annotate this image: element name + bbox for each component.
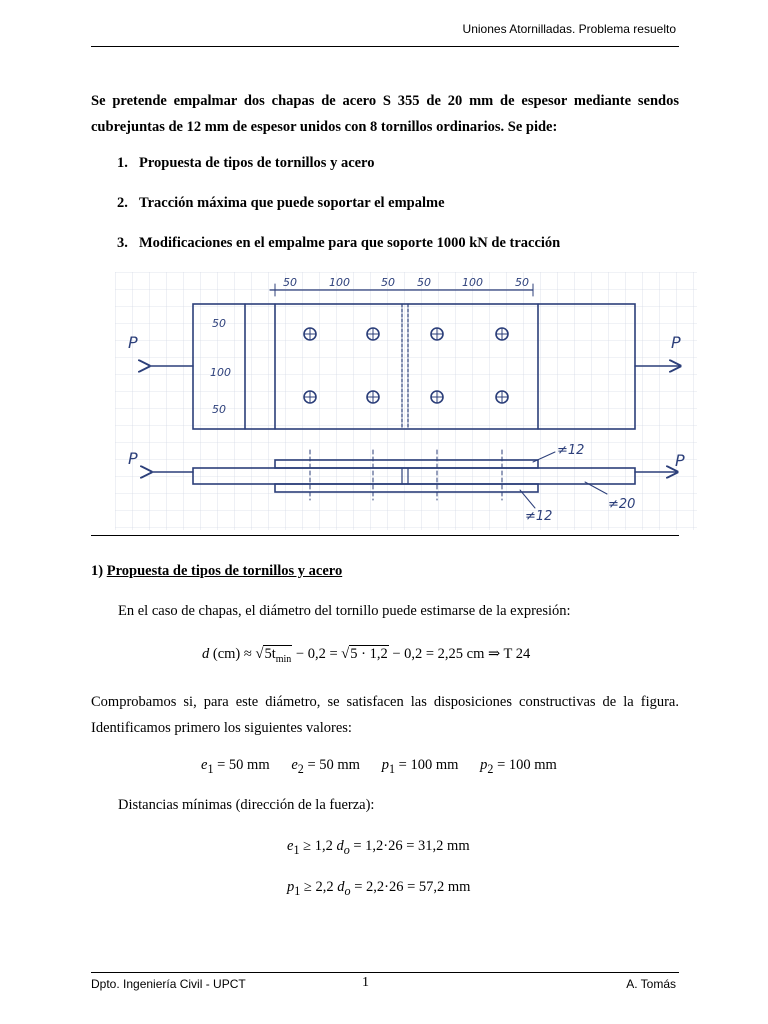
top-dim-label: 100 — [462, 276, 483, 289]
requirement-text: Propuesta de tipos de tornillos y acero — [139, 155, 375, 171]
side-dim-label: 50 — [212, 403, 226, 416]
footer-rule — [91, 972, 679, 973]
radicand: 5 · 1,2 — [350, 646, 388, 662]
requirement-number: 2. — [117, 195, 128, 211]
force-label-left: P — [128, 333, 138, 352]
header-rule — [91, 46, 679, 47]
value-p1: $p_1 = 100$ mm — [381, 757, 459, 776]
side-dim-label: 100 — [210, 366, 231, 379]
footer-department: Dpto. Ingeniería Civil - UPCT — [91, 977, 246, 991]
top-dim-label: 100 — [329, 276, 350, 289]
equation-e1: $e_1 \ge 1,2$ $d_o = 1,2\cdot 26 = 31,2$ mm — [287, 838, 470, 857]
value-e2: $e_2 = 50$ mm — [291, 757, 360, 776]
section-number: 1) — [91, 563, 104, 579]
cover-thickness-label: ≠12 — [557, 443, 585, 458]
eq-unit: (cm) ≈ — [212, 646, 252, 662]
requirement-text: Tracción máxima que puede soportar el empalme — [139, 195, 445, 211]
plate-thickness-label: ≠20 — [608, 497, 636, 512]
top-dim-label: 50 — [515, 276, 529, 289]
paragraph-min-distances: Distancias mínimas (dirección de la fuerza): — [118, 797, 375, 813]
section-heading — [91, 563, 342, 580]
header-title: Uniones Atornilladas. Problema resuelto — [462, 22, 676, 36]
values-line — [201, 757, 557, 777]
sqrt-symbol: √ — [255, 646, 264, 662]
eq-symbol: d — [202, 646, 210, 662]
top-dim-label: 50 — [417, 276, 431, 289]
cover-thickness-label-bottom: ≠12 — [525, 509, 553, 524]
top-dim-label: 50 — [381, 276, 395, 289]
requirement-number: 1. — [117, 155, 128, 171]
value-p2: $p_2 = 100$ mm — [480, 757, 557, 776]
requirement-3 — [117, 235, 560, 252]
paragraph-check: Comprobamos si, para este diámetro, se satisfacen las disposiciones constructivas de la figura. Identificamos primero los siguientes valores: — [91, 694, 679, 736]
page-number: 1 — [362, 975, 369, 990]
problem-statement: Se pretende empalmar dos chapas de acero S 355 de 20 mm de espesor mediante sendos cubrejuntas de 12 mm de espesor unidos con 8 tornillos ordinarios. Se pide: — [91, 93, 679, 135]
eq-result: − 0,2 = 2,25 cm ⇒ T 24 — [392, 646, 531, 662]
requirement-1 — [117, 155, 374, 172]
diameter-equation — [202, 645, 530, 665]
top-dim-label: 50 — [283, 276, 297, 289]
eq-subscript: min — [275, 653, 292, 665]
force-label-left-section: P — [128, 449, 138, 468]
splice-sketch — [115, 272, 697, 530]
side-dim-label: 50 — [212, 317, 226, 330]
paragraph-diameter: En el caso de chapas, el diámetro del tornillo puede estimarse de la expresión: — [118, 603, 571, 619]
figure-rule — [91, 535, 679, 536]
radicand: $5t_{min}$ — [264, 646, 292, 665]
force-label-right: P — [671, 333, 681, 352]
requirement-number: 3. — [117, 235, 128, 251]
requirement-2 — [117, 195, 445, 212]
eq-middle: − 0,2 = — [295, 646, 338, 662]
force-label-right-section: P — [675, 451, 685, 470]
value-e1: $e_1 = 50$ mm — [201, 757, 270, 776]
footer-author: A. Tomás — [626, 977, 676, 991]
section-title: Propuesta de tipos de tornillos y acero — [106, 563, 343, 579]
sqrt-symbol: √ — [341, 646, 350, 662]
requirement-text: Modificaciones en el empalme para que soporte 1000 kN de tracción — [139, 235, 561, 251]
equation-p1: $p_1 \ge 2,2$ $d_o = 2,2\cdot 26 = 57,2$ mm — [287, 879, 471, 898]
